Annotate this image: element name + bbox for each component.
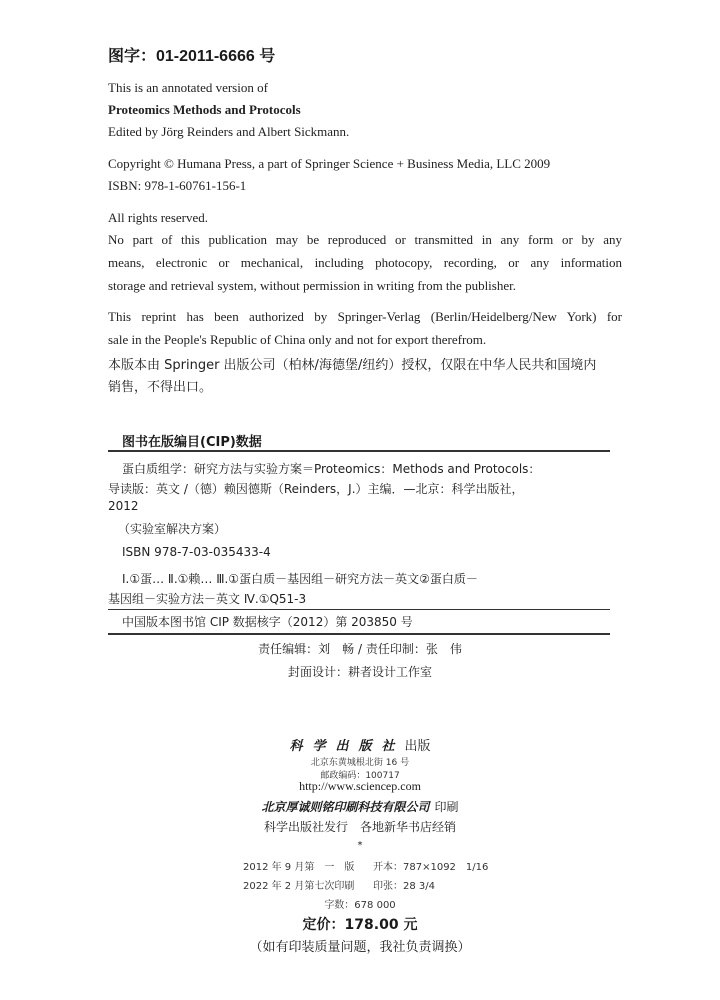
cip-subjects-line-1: Ⅰ.①蛋… Ⅱ.①赖… Ⅲ.①蛋白质－基因组－研究方法－英文②蛋白质－ xyxy=(122,572,478,586)
editors-line: 责任编辑：刘 畅 / 责任印制：张 伟 xyxy=(258,642,462,656)
separator-star: * xyxy=(357,840,363,851)
cip-entry-line-1: 蛋白质组学：研究方法与实验方案＝Proteomics：Methods and Protocols： xyxy=(122,462,541,476)
cip-entry-line-3: 2012 xyxy=(108,499,139,513)
word-count: 字数：678 000 xyxy=(324,900,396,911)
all-rights-reserved: All rights reserved. xyxy=(108,210,209,225)
cip-middle-rule xyxy=(108,609,610,610)
book-title: Proteomics Methods and Protocols xyxy=(108,102,301,117)
publisher-suffix: 出版 xyxy=(404,739,431,754)
format-spec: 开本：787×1092 1/16 xyxy=(373,862,489,873)
publisher-postcode: 邮政编码：100717 xyxy=(320,771,400,781)
reprint-cn-line-2: 销售，不得出口。 xyxy=(108,380,213,395)
publisher-address: 北京东黄城根北街 16 号 xyxy=(310,758,410,768)
printer-line xyxy=(0,796,720,815)
annotated-line: This is an annotated version of xyxy=(108,80,268,95)
cip-subjects-line-2: 基因组－实验方法－英文 Ⅳ.①Q51-3 xyxy=(108,592,307,606)
printer-suffix: 印刷 xyxy=(434,800,459,814)
cip-series: （实验室解决方案） xyxy=(118,522,227,536)
edited-by: Edited by Jörg Reinders and Albert Sickmann. xyxy=(108,124,350,139)
cip-entry-line-2: 导读版：英文 /（德）赖因德斯（Reinders，J.）主编．—北京：科学出版社， xyxy=(108,482,524,496)
first-edition-date: 2012 年 9 月第 一 版 xyxy=(243,862,355,873)
distribution-line: 科学出版社发行 各地新华书店经销 xyxy=(263,820,456,834)
printed-sheets: 印张：28 3/4 xyxy=(373,881,435,892)
rights-line-3: storage and retrieval system, without permission in writing from the publisher. xyxy=(108,278,516,293)
cover-design-line: 封面设计：耕者设计工作室 xyxy=(287,665,432,679)
cip-top-rule xyxy=(108,450,610,452)
price: 定价：178.00 元 xyxy=(302,917,418,933)
reprint-line-2: sale in the People's Republic of China only and not for export therefrom. xyxy=(108,332,487,347)
cip-bottom-rule xyxy=(108,633,610,635)
quality-notice: （如有印装质量问题，我社负责调换） xyxy=(249,940,471,955)
cip-isbn: ISBN 978-7-03-035433-4 xyxy=(122,545,271,559)
publisher-url: http://www.sciencep.com xyxy=(299,779,421,793)
reprint-cn-line-1: 本版本由 Springer 出版公司（柏林/海德堡/纽约）授权，仅限在中华人民共和国境内 xyxy=(108,358,597,373)
reprint-line-1: This reprint has been authorized by Springer-Verlag (Berlin/Heidelberg/New York) for xyxy=(108,309,622,324)
copyright-line: Copyright © Humana Press, a part of Springer Science + Business Media, LLC 2009 xyxy=(108,156,551,171)
rights-line-2: means, electronic or mechanical, including photocopy, recording, or any information xyxy=(108,255,622,270)
cip-title: 图书在版编目(CIP)数据 xyxy=(122,435,262,450)
publisher-name: 科学出版社 xyxy=(289,739,405,754)
rights-line-1: No part of this publication may be reproduced or transmitted in any form or by any xyxy=(108,232,622,247)
reprint-date: 2022 年 2 月第七次印刷 xyxy=(243,881,355,892)
printer-name: 北京厚诚则铭印刷科技有限公司 xyxy=(261,800,430,814)
registration-number: 图字：01-2011-6666 号 xyxy=(108,48,276,65)
publisher-line xyxy=(0,735,720,754)
isbn-original: ISBN: 978-1-60761-156-1 xyxy=(108,178,247,193)
cip-library-number: 中国版本图书馆 CIP 数据核字（2012）第 203850 号 xyxy=(122,615,413,629)
